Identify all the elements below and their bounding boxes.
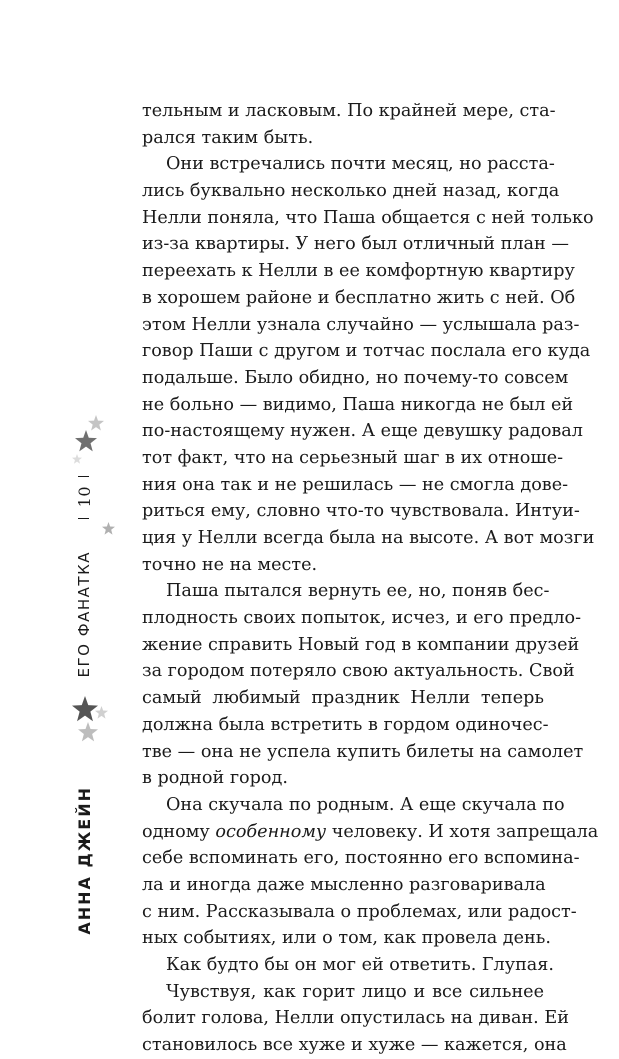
text-line: точно не на месте. [142,554,318,575]
text-line: плодность своих попыток, исчез, и его предло- [142,608,582,629]
text-line: Они встречались почти месяц, но расста- [166,154,555,175]
emphasized-word: особенному [215,821,327,842]
text-line: переехать к Нелли в ее комфортную квартиру [142,261,575,282]
text-line: Паша пытался вернуть ее, но, поняв бес- [166,581,550,602]
text-line: говор Паши с другом и тотчас послала его куда [142,341,591,362]
text-line: Как будто бы он мог ей ответить. Глупая. [166,955,554,975]
star-icon [72,454,82,464]
text-line: не больно — видимо, Паша никогда не был ей [142,394,574,415]
text-line: самый любимый праздник Нелли теперь [142,688,544,709]
text-line: этом Нелли узнала случайно — услышала раз- [142,314,580,335]
text-line: риться ему, словно что-то чувствовала. Интуи- [142,501,580,522]
running-title [66,544,102,684]
text-line: ния она так и не решилась — не смогла дове- [142,474,569,495]
text-fragment: одному [142,821,216,842]
author-name: АННА ДЖЕЙН [74,785,94,935]
text-line: болит голова, Нелли опустилась на диван. Ей [142,1008,569,1029]
text-line: Она скучала по родным. А еще скучала по [166,794,565,815]
text-line: рался таким быть. [142,127,314,148]
text-line: по-настоящему нужен. А еще девушку радовал [142,421,583,442]
star-icon [75,430,97,452]
page-number [66,478,102,516]
text-line: себе вспоминать его, постоянно его вспомина- [142,848,580,869]
page-number-text: 10 [74,486,94,508]
text-line: тельным и ласковым. По крайней мере, ста- [142,101,556,121]
star-icon [78,722,98,742]
text-line: Чувствуя, как горит лицо и все сильнее [166,981,544,1002]
star-icon [95,706,108,719]
page-text [142,98,599,1059]
text-line: в родной город. [142,768,288,789]
text-line: жение справить Новый год в компании друзей [142,634,580,655]
text-line: лись буквально несколько дней назад, когда [142,181,560,202]
text-line [142,819,599,846]
text-line: из-за квартиры. У него был отличный план — [142,234,569,255]
running-author [66,762,102,958]
text-line: подальше. Было обидно, но почему-то совсем [142,367,569,388]
text-line: в хорошем районе и бесплатно жить с ней. Об [142,287,576,308]
book-title: ЕГО ФАНАТКА [75,550,93,678]
star-icon [88,415,104,431]
text-line: ных событиях, или о том, как провела день. [142,928,551,949]
text-line: тот факт, что на серьезный шаг в их отноше- [142,447,564,468]
text-line: ла и иногда даже мысленно разговаривала [142,874,546,895]
text-line: тве — она не успела купить билеты на самолет [142,741,584,762]
text-line: Нелли поняла, что Паша общается с ней только [142,207,594,228]
page-number-rule-bottom [78,518,89,519]
text-line: с ним. Рассказывала о проблемах, или радост- [142,901,577,922]
star-icon [102,522,115,535]
text-line: становилось все хуже и хуже — кажется, она [142,1035,567,1056]
text-line: должна была встретить в гордом одиночес- [142,714,549,735]
text-line: за городом потеряло свою актуальность. Свой [142,661,575,682]
text-line: ция у Нелли всегда была на высоте. А вот мозги [142,528,595,548]
text-fragment: человеку. И хотя запрещала [326,821,599,842]
